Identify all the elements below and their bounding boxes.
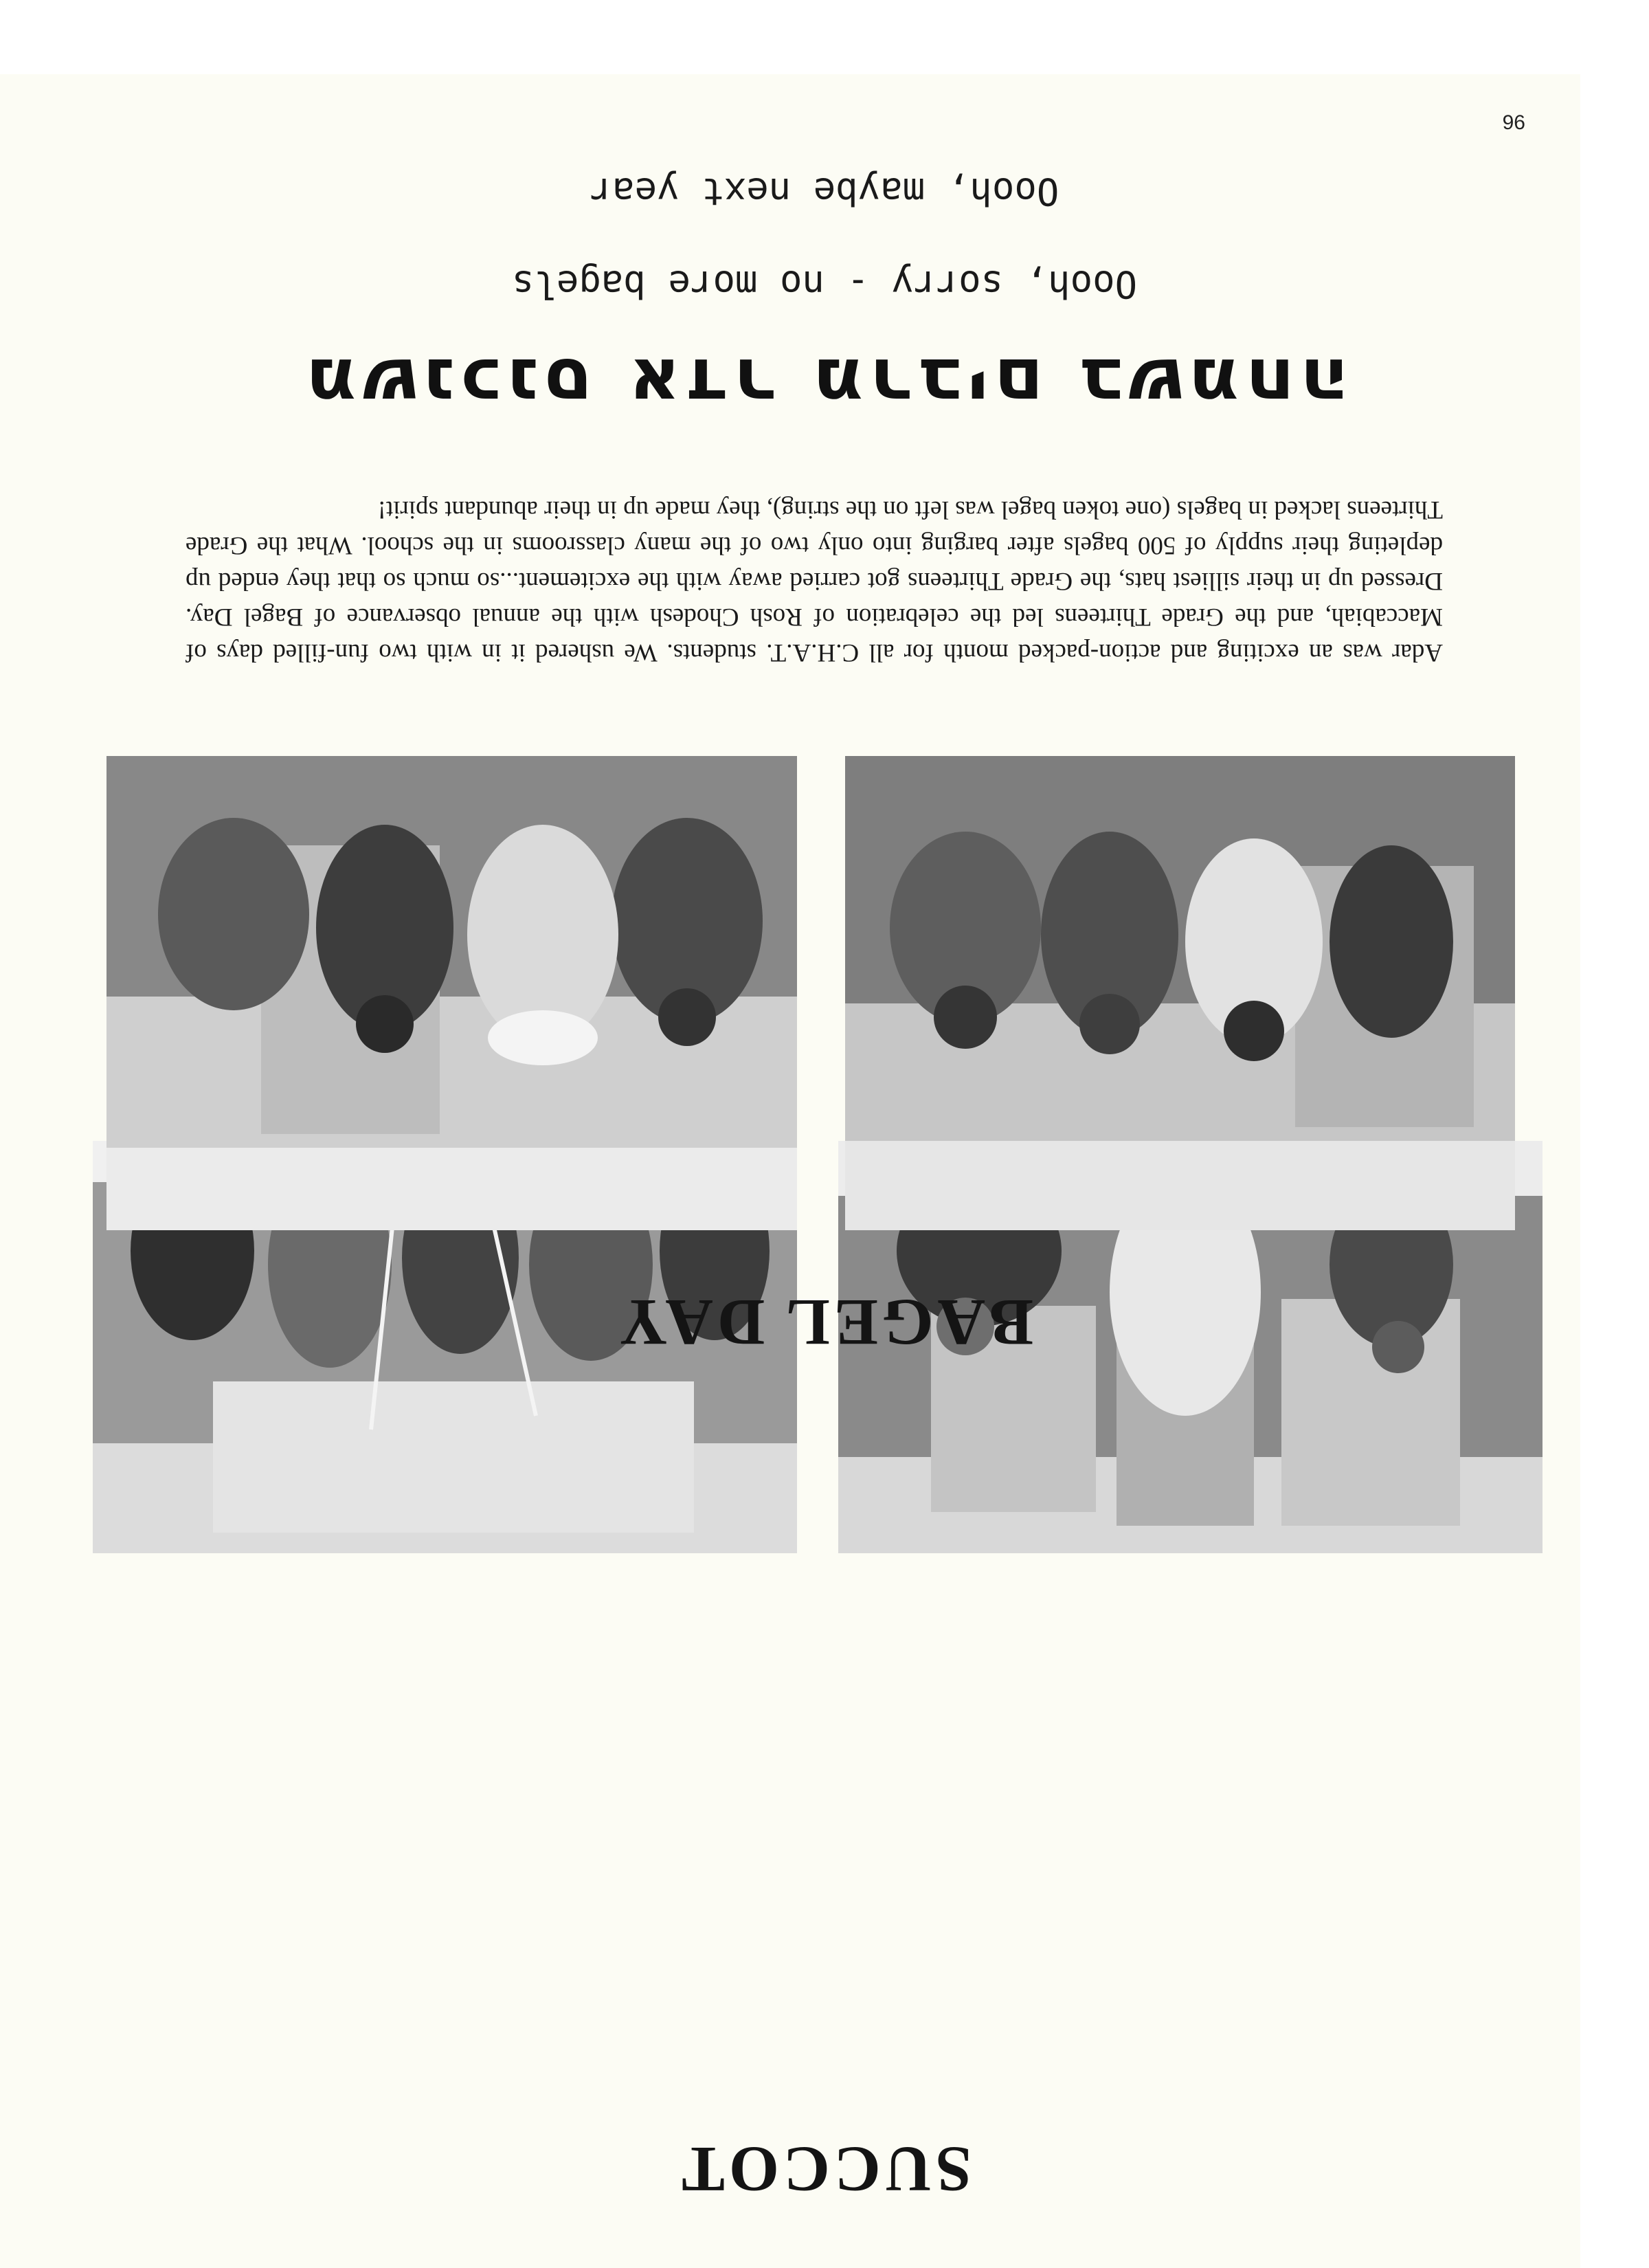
bagel-day-photo-left [845, 756, 1515, 1230]
photo-image [106, 756, 797, 1230]
bagel-day-photo-right [106, 756, 797, 1230]
caption-maybe-next-year: Oooh, maybe next year [590, 170, 1059, 213]
page-number: 96 [1502, 111, 1525, 134]
caption-no-more-bagels: Oooh, sorry - no more bagels [511, 263, 1138, 306]
hebrew-title: משנכנס אדר מרבים בשמחה [300, 342, 1349, 426]
photo-image [845, 756, 1515, 1230]
succot-heading: SUCCOT [677, 2133, 972, 2205]
article-paragraph: Adar was an exciting and action-packed month for all C.H.A.T. students. We ushered it in with two fun-filled days of Maccabiah, and the Grade Thirteens led the celebration of Rosh Chodesh with the annual observance of Bagel Day. Dressed up in their silliest hats, the Grade Thirteens got carried away with the excitement...so much so that they ended up depleting their supply of 500 bagels after barging into only two of the many classrooms in the school. What the Grade Thirteens lacked in bagels (one token bagel was left on the string), they made up in their abundant spirit! [186, 496, 1443, 667]
bagel-day-heading: BAGEL DAY [616, 1286, 1033, 1359]
